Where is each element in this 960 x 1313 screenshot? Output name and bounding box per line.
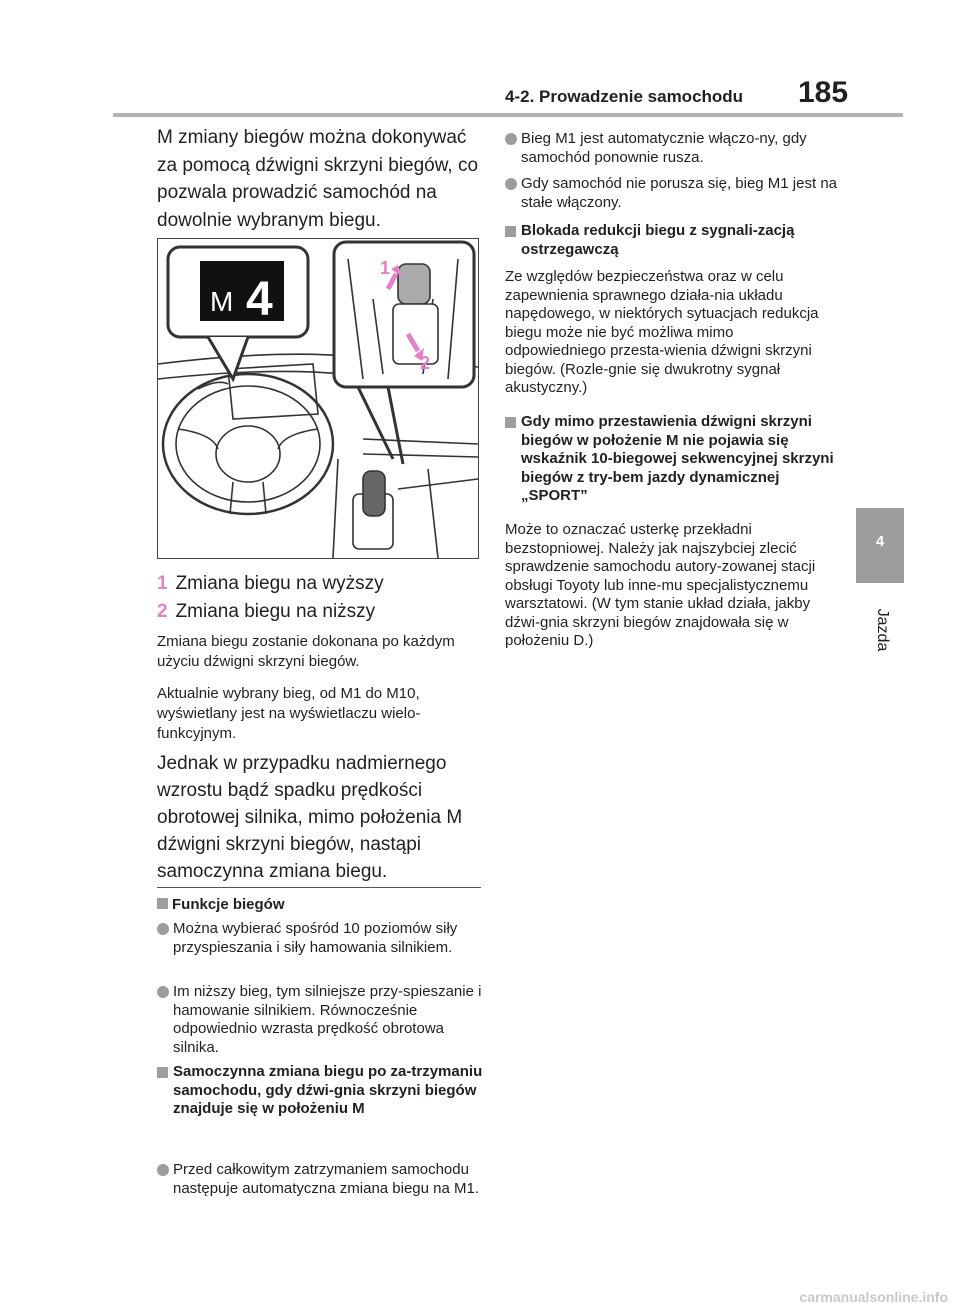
bullet-m1-standstill: Gdy samochód nie porusza się, bieg M1 jest na stałe włączony. <box>505 175 841 212</box>
bullet-m1-restart: Bieg M1 jest automatycznie włączo-ny, gdy samochód ponownie rusza. <box>505 130 841 167</box>
auto-shift-paragraph: Jednak w przypadku nadmiernego wzrostu bądź spadku prędkości obrotowej silnika, mimo położenia M dźwigni skrzyni biegów, nastąpi samoczynna zmiana biegu. <box>157 753 463 882</box>
chapter-number: 4 <box>875 533 885 550</box>
heading-no-indicator: Gdy mimo przestawienia dźwigni skrzyni biegów w położenie M nie pojawia się wskaźnik 10-biegowej sekwencyjnej skrzyni biegów z try-bem jazdy dynamicznej „SPORT” <box>505 413 841 506</box>
header-title: 4-2. Prowadzenie samochodu <box>505 87 744 106</box>
watermark: carmanualsonline.info <box>799 1289 948 1305</box>
svg-text:2: 2 <box>420 353 431 373</box>
svg-text:M: M <box>210 286 234 317</box>
section-divider <box>157 887 481 888</box>
caption-upshift: 1 Zmiana biegu na wyższy <box>157 573 384 594</box>
caption-downshift: 2 Zmiana biegu na niższy <box>157 601 376 622</box>
heading-auto-downshift: Samoczynna zmiana biegu po za-trzymaniu samochodu, gdy dźwi-gnia skrzyni biegów znajduje się w położeniu M <box>157 1063 485 1119</box>
page-number: 185 <box>798 76 849 109</box>
intro-paragraph: M zmiany biegów można dokonywać za pomocą dźwigni skrzyni biegów, co pozwala prowadzić samochód na dowolnie wybranym biegu. <box>157 127 479 231</box>
chapter-label: Jazda <box>874 608 891 652</box>
heading-downshift-lock: Blokada redukcji biegu z sygnali-zacją ostrzegawczą <box>505 222 841 259</box>
note-1: Zmiana biegu zostanie dokonana po każdym użyciu dźwigni skrzyni biegów. <box>157 633 455 670</box>
gear-shift-illustration <box>157 238 479 559</box>
bullet-lower-gear: Im niższy bieg, tym silniejsze przy-spieszanie i hamowanie silnikiem. Równocześnie odpowiednio wzrasta prędkość obrotowa silnika. <box>157 983 485 1057</box>
bullet-m1-before-stop: Przed całkowitym zatrzymaniem samochodu następuje automatyczna zmiana biegu na M1. <box>157 1161 485 1198</box>
header-rule <box>113 113 903 117</box>
no-indicator-text: Może to oznaczać usterkę przekładni bezstopniowej. Należy jak najszybciej zlecić sprawdzenie samochodu autory-zowanej stacji obsługi Toyoty lub inne-mu specjalistycznemu warsztatowi. (W tym stanie układ działa, jakby dźwi-gnia skrzyni biegów znajdowała się w położeniu D.) <box>505 521 816 649</box>
bullet-10-levels: Można wybierać spośród 10 poziomów siły przyspieszania i siły hamowania silnikiem. <box>157 920 485 957</box>
downshift-lock-text: Ze względów bezpieczeństwa oraz w celu zapewnienia sprawnego działa-nia układu napędowego, w niektórych sytuacjach redukcja biegu może nie być możliwa mimo odpowiedniego przesta-wienia dźwigni skrzyni biegów. (Rozle-gnie się dwukrotny sygnał akustyczny.) <box>505 268 819 396</box>
heading-gear-functions: Funkcje biegów <box>157 896 482 915</box>
svg-text:4: 4 <box>246 273 273 326</box>
note-2: Aktualnie wybrany bieg, od M1 do M10, wyświetlany jest na wyświetlaczu wielo-funkcyjnym. <box>157 685 421 742</box>
svg-text:1: 1 <box>380 258 391 278</box>
